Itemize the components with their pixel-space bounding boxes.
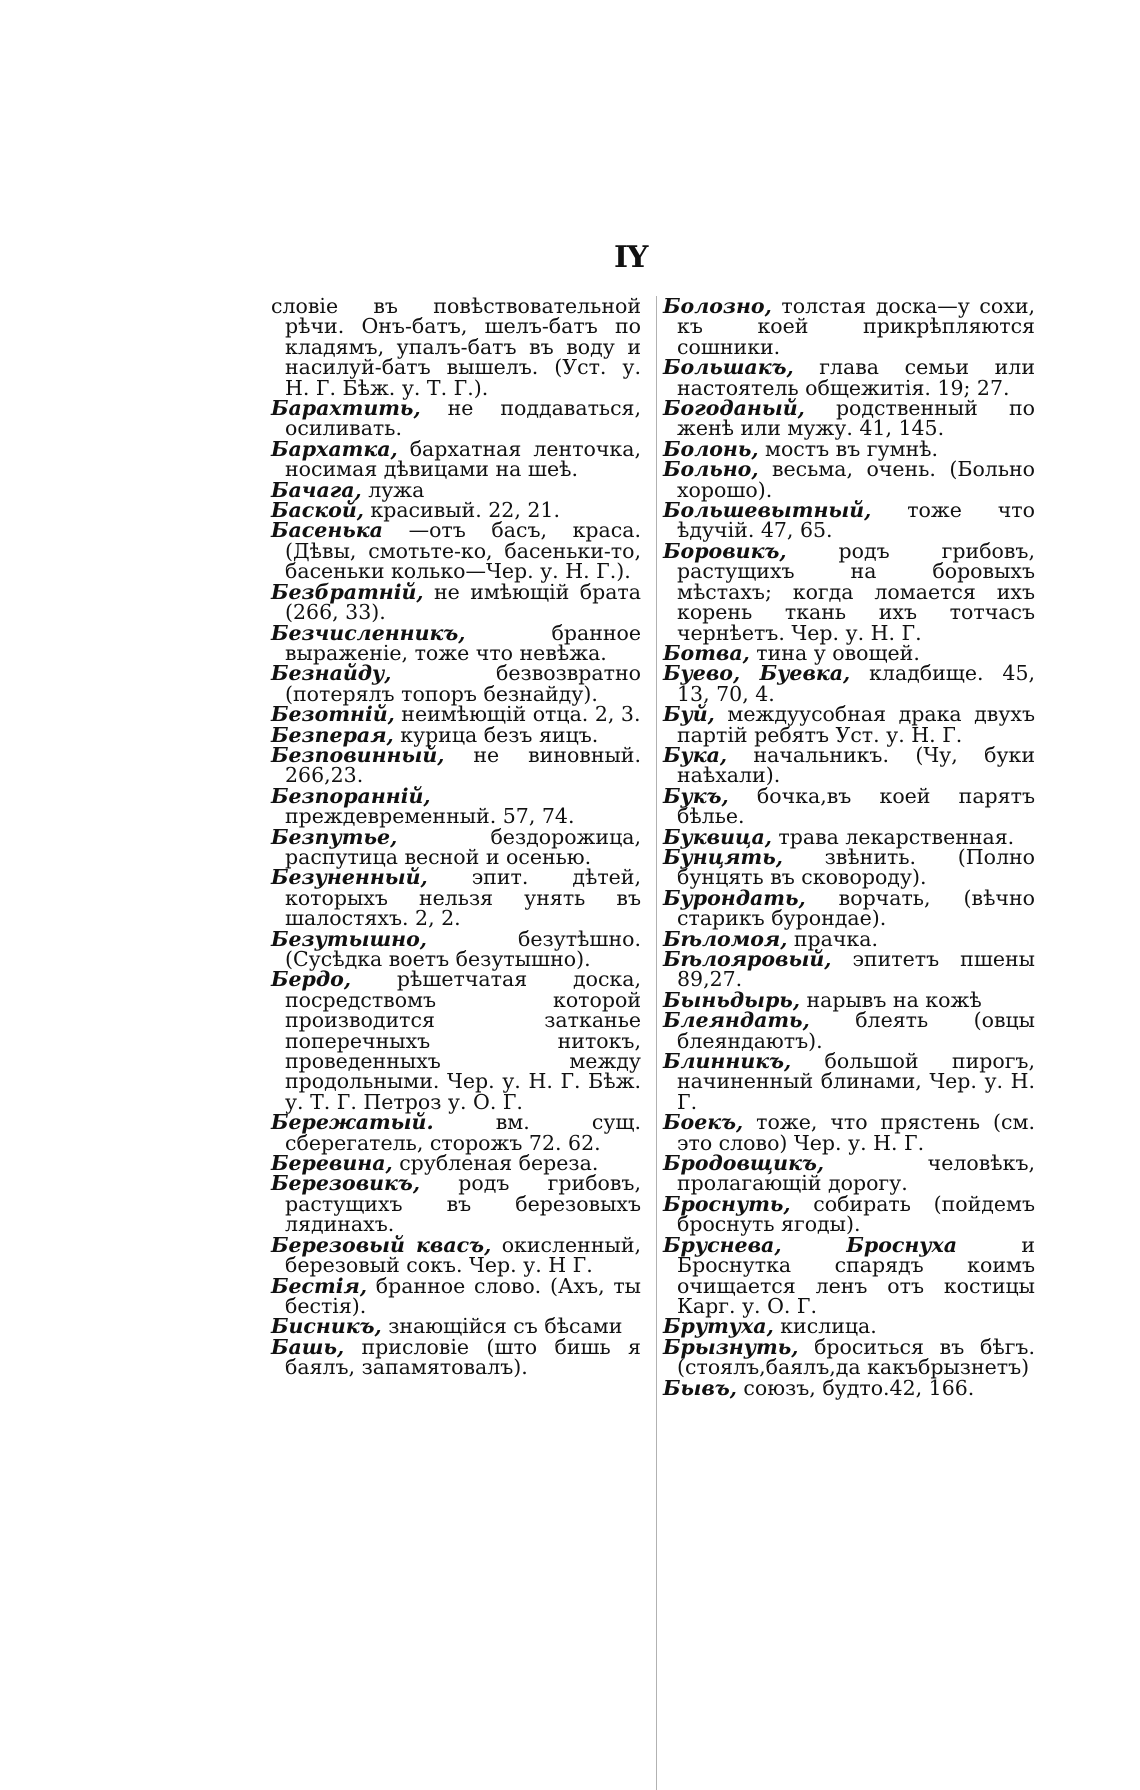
entry-definition: словіе въ повѣствовательной рѣчи. Онъ-батъ, шелъ-батъ по кладямъ, упалъ-батъ въ воду и насилуй-батъ вышелъ. (Уст. у. Н. Г. Бѣж. у. Т. Г.).: [271, 294, 641, 400]
entry-headword: Безперая,: [271, 722, 394, 747]
left-column: [271, 296, 641, 1378]
entry-definition: тоже, что прястень (см. это слово) Чер. у. Н. Г.: [677, 1110, 1035, 1155]
right-column: [663, 296, 1035, 1398]
entry-definition: тоже что ѣдучій. 47, 65.: [677, 498, 1035, 543]
entry-headword: Бачага,: [271, 477, 362, 502]
entry-headword: Безчисленникъ,: [271, 620, 466, 645]
entry-definition: и Броснутка спарядъ коимъ очищается ленъ отъ костицы Карг. у. О. Г.: [677, 1232, 1035, 1318]
entry-headword: Бунцять,: [663, 844, 783, 869]
entry-definition: преждевременный. 57, 74.: [285, 804, 575, 829]
dictionary-entry: [663, 844, 1035, 890]
dictionary-entry: [663, 1051, 1035, 1112]
entry-definition: мостъ въ гумнѣ.: [758, 436, 939, 461]
dictionary-entry: [663, 398, 1035, 439]
entry-definition: окисленный, березовый сокъ. Чер. у. Н Г.: [285, 1232, 641, 1278]
entry-headword: Брызнуть,: [663, 1334, 799, 1359]
dictionary-entry: [271, 702, 641, 727]
dictionary-entry: [663, 538, 1035, 645]
dictionary-entry: [271, 783, 641, 829]
entry-definition: эпитетъ пшены 89,27.: [677, 947, 1035, 992]
dictionary-entry: [663, 1232, 1035, 1318]
entry-definition: не имѣющій брата (266, 33).: [285, 579, 641, 625]
dictionary-entry: [271, 969, 641, 1112]
entry-headword: Броснуть,: [663, 1191, 791, 1216]
page-number: IY: [614, 240, 648, 275]
dictionary-entry: [663, 1010, 1035, 1051]
entry-definition: нарывъ на кожѣ: [799, 987, 982, 1012]
entry-definition: эпит. дѣтей, которыхъ нельзя унять въ шалостяхъ. 2, 2.: [285, 865, 641, 931]
entry-headword: Буквица,: [663, 824, 772, 849]
dictionary-entry: [663, 357, 1035, 398]
dictionary-entry: [663, 1314, 1035, 1339]
entry-definition: бранное выраженіе, тоже что невѣжа.: [285, 620, 641, 665]
entry-headword: Бывъ,: [663, 1375, 737, 1400]
entry-definition: безвозвратно (потерялъ топоръ безнайду).: [285, 661, 641, 706]
dictionary-entry: [271, 1232, 641, 1278]
dictionary-entry: [663, 1191, 1035, 1237]
entry-definition: вм. сущ. сберегатель, сторожъ 72. 62.: [285, 1110, 641, 1155]
dictionary-entry: [663, 949, 1035, 990]
dictionary-entry: [271, 926, 641, 971]
entry-headword: Буй,: [663, 702, 715, 727]
entry-definition: родъ грибовъ, растущихъ на боровыхъ мѣстахъ; когда ломается ихъ корень ткань ихъ тотчасъ чернѣетъ. Чер. у. Н. Г.: [677, 538, 1035, 645]
dictionary-entry: [271, 477, 641, 502]
entry-headword: Бархатка,: [271, 436, 398, 461]
entry-headword: Безбратній,: [271, 579, 424, 604]
dictionary-entry: [271, 296, 641, 398]
dictionary-entry: [271, 742, 641, 788]
entry-definition: безутѣшно. (Сусѣдка воетъ безутышно).: [285, 926, 641, 971]
entry-definition: трава лекарственная.: [771, 824, 1015, 849]
entry-definition: ворчать, (вѣчно старикъ бурондае).: [677, 885, 1035, 931]
entry-headword: Болозно,: [663, 294, 772, 318]
entry-definition: родъ грибовъ, растущихъ въ березовыхъ лядинахъ.: [285, 1171, 641, 1237]
dictionary-entry: [271, 436, 641, 482]
entry-definition: присловіе (што бишь я баялъ, запамятовалъ).: [285, 1334, 641, 1380]
entry-headword: Блеяндать,: [663, 1008, 810, 1033]
entry-headword: Безотній,: [271, 702, 395, 727]
entry-headword: Ботва,: [663, 640, 750, 665]
entry-headword: Безуненный,: [271, 865, 428, 890]
entry-definition: блеять (овцы блеяндаютъ).: [677, 1008, 1035, 1053]
dictionary-entry: [271, 1314, 641, 1339]
dictionary-entry: [271, 518, 641, 584]
dictionary-entry: [271, 1171, 641, 1237]
entry-definition: междуусобная драка двухъ партій ребятъ Уст. у. Н. Г.: [677, 702, 1035, 747]
entry-headword: Блинникъ,: [663, 1049, 792, 1074]
dictionary-entry: [271, 1273, 641, 1318]
dictionary-entry: [271, 722, 641, 747]
dictionary-entry: [271, 1151, 641, 1176]
entry-headword: Башь,: [271, 1334, 345, 1359]
entry-headword: Бисникъ,: [271, 1314, 382, 1339]
dictionary-entry: [663, 783, 1035, 829]
entry-headword: Буево, Буевка,: [663, 661, 851, 686]
entry-headword: Бестія,: [271, 1273, 367, 1298]
entry-definition: бочка,въ коей парятъ бѣлье.: [677, 783, 1035, 829]
dictionary-entry: [663, 296, 1035, 357]
entry-headword: Безутышно,: [271, 926, 427, 951]
entry-headword: Большакъ,: [663, 355, 794, 380]
entry-definition: кислица.: [773, 1314, 877, 1339]
entry-definition: неимѣющій отца. 2, 3.: [394, 702, 641, 727]
dictionary-entry: [271, 824, 641, 869]
dictionary-entry: [271, 398, 641, 439]
dictionary-entry: [663, 824, 1035, 849]
entry-definition: человѣкъ, пролагающій дорогу.: [677, 1151, 1035, 1196]
entry-definition: большой пирогъ, начиненный блинами, Чер. у. Н. Г.: [677, 1049, 1035, 1114]
entry-headword: Большевытный,: [663, 498, 872, 523]
dictionary-entry: [663, 1375, 1035, 1400]
dictionary-entry: [271, 663, 641, 704]
entry-headword: Басенька: [271, 518, 383, 543]
dictionary-entry: [663, 663, 1035, 704]
entry-definition: тина у овощей.: [749, 640, 920, 665]
entry-definition: красивый. 22, 21.: [363, 498, 560, 523]
entry-headword: Бѣломоя,: [663, 926, 788, 951]
dictionary-entry: [663, 704, 1035, 745]
entry-definition: рѣшетчатая доска, посредствомъ которой производится затканье поперечныхъ нитокъ, проведенныхъ между продольными. Чер. у. Н. Г. Бѣж. у. Т. Г. Петроз у. О. Г.: [285, 967, 641, 1114]
entry-definition: глава семьи или настоятель общежитія. 19; 27.: [677, 355, 1035, 400]
entry-headword: Боекъ,: [663, 1110, 744, 1135]
entry-headword: Безпоранній,: [271, 783, 431, 808]
dictionary-entry: [663, 926, 1035, 951]
entry-definition: бархатная ленточка, носимая дѣвицами на шеѣ.: [285, 436, 641, 482]
entry-definition: лужа: [361, 477, 425, 502]
entry-definition: не поддаваться, осиливать.: [285, 396, 641, 441]
entry-headword: Безнайду,: [271, 661, 392, 686]
entry-definition: срубленая береза.: [392, 1151, 599, 1176]
entry-definition: начальникъ. (Чу, буки наѣхали).: [677, 742, 1035, 788]
dictionary-entry: [271, 579, 641, 625]
dictionary-entry: [663, 500, 1035, 541]
entry-definition: союзъ, будто.42, 166.: [736, 1375, 975, 1400]
entry-headword: Богоданый,: [663, 396, 805, 421]
entry-definition: —отъ басъ, краса. (Дѣвы, смотьте-ко, басеньки-то, басеньки колько—Чер. у. Н. Г.).: [285, 518, 641, 584]
entry-headword: Бродовщикъ,: [663, 1151, 824, 1176]
dictionary-entry: [663, 885, 1035, 931]
entry-definition: бранное слово. (Ахъ, ты бестія).: [285, 1273, 641, 1318]
entry-definition: курица безъ яицъ.: [393, 722, 599, 747]
dictionary-entry: [663, 459, 1035, 500]
entry-headword: Больно,: [663, 457, 759, 482]
entry-definition: бездорожица, распутица весной и осенью.: [285, 824, 641, 869]
entry-headword: Бруснева, Броснуха: [663, 1232, 958, 1257]
entry-headword: Бѣлояровый,: [663, 947, 832, 971]
entry-headword: Бука,: [663, 742, 728, 767]
entry-definition: прачка.: [787, 926, 878, 951]
entry-definition: родственный по женѣ или мужу. 41, 145.: [677, 396, 1035, 441]
entry-headword: Бердо,: [271, 967, 351, 992]
dictionary-entry: [271, 865, 641, 931]
entry-headword: Быньдырь,: [663, 987, 800, 1012]
dictionary-entry: [271, 620, 641, 665]
dictionary-entry: [663, 640, 1035, 665]
entry-headword: Березовикъ,: [271, 1171, 420, 1196]
entry-definition: кладбище. 45, 13, 70, 4.: [677, 661, 1036, 706]
entry-definition: знающійся съ бѣсами: [381, 1314, 623, 1339]
column-divider: [656, 296, 657, 1790]
entry-headword: Букъ,: [663, 783, 729, 808]
entry-headword: Березовый квасъ,: [271, 1232, 492, 1257]
entry-headword: Баской,: [271, 498, 364, 523]
dictionary-entry: [271, 1112, 641, 1153]
entry-definition: броситься въ бѣгъ. (стоялъ,баялъ,да какъбрызнетъ): [677, 1334, 1035, 1380]
entry-headword: Бурондать,: [663, 885, 806, 910]
dictionary-entry: [663, 1334, 1035, 1380]
entry-definition: собирать (пойдемъ броснуть ягоды).: [677, 1191, 1035, 1237]
entry-definition: звѣнить. (Полно бунцять въ сковороду).: [677, 844, 1035, 890]
dictionary-entry: [663, 436, 1035, 461]
entry-definition: толстая доска—у сохи, къ коей прикрѣпляются сошники.: [677, 294, 1035, 359]
dictionary-entry: [663, 1112, 1035, 1153]
entry-headword: Боровикъ,: [663, 538, 787, 563]
entry-definition: весьма, очень. (Больно хорошо).: [677, 457, 1035, 502]
entry-definition: не виновный. 266,23.: [285, 742, 641, 788]
dictionary-entry: [271, 1334, 641, 1380]
entry-headword: Бережатый.: [271, 1110, 434, 1135]
dictionary-entry: [663, 987, 1035, 1012]
entry-headword: Безпутье,: [271, 824, 398, 849]
dictionary-entry: [271, 498, 641, 523]
entry-headword: Брутуха,: [663, 1314, 774, 1339]
entry-headword: Беревина,: [271, 1151, 393, 1176]
dictionary-entry: [663, 1153, 1035, 1194]
entry-headword: Барахтить,: [271, 396, 421, 421]
entry-headword: Безповинный,: [271, 742, 445, 767]
dictionary-entry: [663, 742, 1035, 788]
entry-headword: Болонь,: [663, 436, 759, 461]
